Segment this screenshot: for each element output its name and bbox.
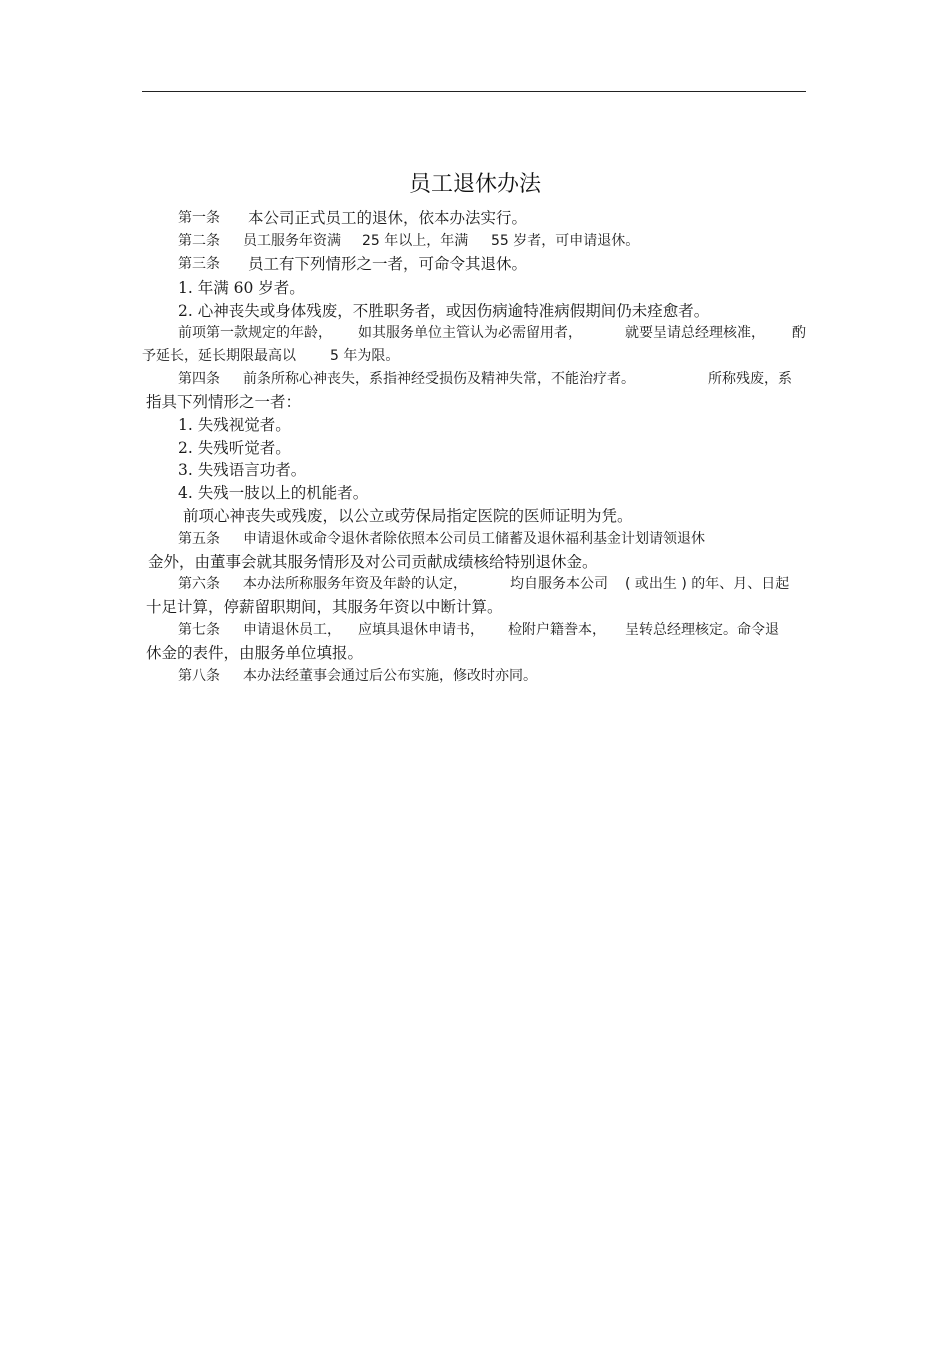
article-label: 第二条 [178, 233, 220, 249]
article-text: 均自服务本公司 [510, 576, 608, 592]
article-text: 休金的表件，由服务单位填报。 [146, 644, 364, 662]
article-label: 第五条 [178, 531, 220, 547]
paragraph-text: 予延长，延长期限最高以 [142, 348, 296, 364]
article-text: 申请退休或命令退休者除依照本公司员工储蓄及退休福利基金计划请领退休 [243, 531, 705, 547]
article-text: 应填具退休申请书， [358, 622, 484, 638]
article-text: 员工有下列情形之一者，可命令其退休。 [248, 255, 528, 273]
list-item: 4. 失残一肢以上的机能者。 [178, 484, 369, 502]
article-text: 检附户籍誊本， [508, 622, 606, 638]
article-label: 第六条 [178, 576, 220, 592]
article-text: 金外，由董事会就其服务情形及对公司贡献成绩核给特别退休金。 [148, 553, 598, 571]
list-item: 1. 失残视觉者。 [178, 416, 291, 434]
list-item: 1. 年满 60 岁者。 [178, 279, 305, 297]
header-rule [142, 91, 806, 92]
paragraph-text: 就要呈请总经理核准， [625, 325, 765, 341]
list-item: 2. 心神丧失或身体残废，不胜职务者，或因伤病逾特准病假期间仍未痊愈者。 [178, 302, 710, 320]
article-label: 第三条 [178, 256, 220, 272]
article-text: 本公司正式员工的退休，依本办法实行。 [248, 209, 528, 227]
article-text: 呈转总经理核定。命令退 [625, 622, 779, 638]
article-text: 员工服务年资满 [243, 233, 341, 249]
article-text: ( 或出生 ) 的年、月、日起 [625, 576, 790, 592]
article-text: 本办法经董事会通过后公布实施，修改时亦同。 [243, 668, 537, 684]
paragraph-text: 酌 [792, 325, 806, 341]
article-label: 第七条 [178, 622, 220, 638]
article-text: 十足计算，停薪留职期间，其服务年资以中断计算。 [146, 598, 503, 616]
list-item: 3. 失残语言功者。 [178, 461, 307, 479]
article-text: 指具下列情形之一者： [146, 393, 302, 411]
article-text: 前条所称心神丧失，系指神经受损伤及精神失常，不能治疗者。 [243, 371, 635, 387]
article-text: 本办法所称服务年资及年龄的认定， [243, 576, 467, 592]
article-text: 55 岁者，可申请退休。 [491, 233, 640, 249]
article-label: 第四条 [178, 371, 220, 387]
list-item: 2. 失残听觉者。 [178, 439, 291, 457]
article-label: 第一条 [178, 210, 220, 226]
article-text: 25 年以上，年满 [362, 233, 469, 249]
paragraph-text: 如其服务单位主管认为必需留用者， [358, 325, 582, 341]
paragraph-text: 前项心神丧失或残废，以公立或劳保局指定医院的医师证明为凭。 [183, 507, 633, 525]
article-label: 第八条 [178, 668, 220, 684]
paragraph-text: 5 年为限。 [330, 348, 400, 364]
document-title: 员工退休办法 [408, 172, 541, 197]
article-text: 所称残废，系 [708, 371, 792, 387]
article-text: 申请退休员工， [243, 622, 341, 638]
paragraph-text: 前项第一款规定的年龄， [178, 325, 332, 341]
